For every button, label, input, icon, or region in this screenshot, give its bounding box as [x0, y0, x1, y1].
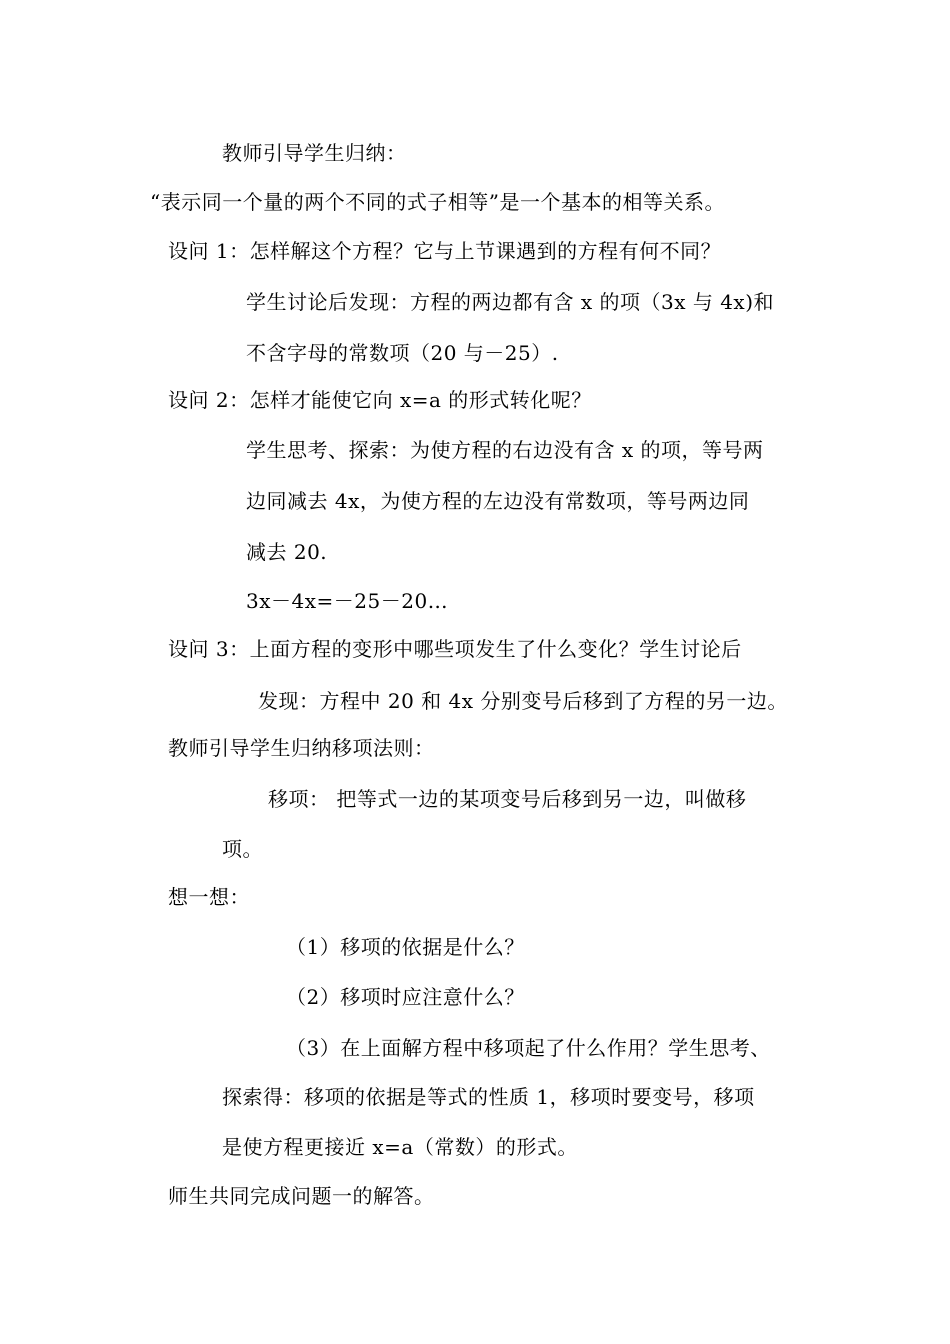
text-line: 设问 1：怎样解这个方程？它与上节课遇到的方程有何不同？ — [168, 239, 722, 263]
text-line: 教师引导学生归纳移项法则： — [168, 736, 435, 760]
text-line: 边同减去 4x，为使方程的左边没有常数项，等号两边同 — [246, 489, 750, 513]
text-line: 学生讨论后发现：方程的两边都有含 x 的项（3x 与 4x)和 — [246, 290, 775, 314]
text-line: 学生思考、探索：为使方程的右边没有含 x 的项，等号两 — [246, 438, 764, 462]
text-line: 不含字母的常数项（20 与－25）. — [246, 341, 559, 365]
text-line: 3x－4x=－25－20… — [246, 589, 449, 613]
text-line: 减去 20. — [246, 540, 328, 564]
text-line: 探索得：移项的依据是等式的性质 1，移项时要变号，移项 — [222, 1085, 755, 1109]
text-line: 师生共同完成问题一的解答。 — [168, 1184, 435, 1208]
text-line: 移项： 把等式一边的某项变号后移到另一边，叫做移 — [268, 787, 747, 811]
text-line: 项。 — [222, 837, 263, 861]
text-line: 设问 2：怎样才能使它向 x=a 的形式转化呢？ — [168, 388, 592, 412]
text-line: （3）在上面解方程中移项起了什么作用？学生思考、 — [286, 1036, 771, 1060]
text-line: 教师引导学生归纳： — [222, 141, 407, 165]
text-line: 想一想： — [168, 885, 250, 909]
text-line: 发现：方程中 20 和 4x 分别变号后移到了方程的另一边。 — [258, 689, 788, 713]
text-line: 是使方程更接近 x=a（常数）的形式。 — [222, 1135, 578, 1159]
text-line: “表示同一个量的两个不同的式子相等”是一个基本的相等关系。 — [150, 190, 725, 214]
text-line: （1）移项的依据是什么？ — [286, 935, 525, 959]
text-line: 设问 3：上面方程的变形中哪些项发生了什么变化？学生讨论后 — [168, 637, 742, 661]
text-line: （2）移项时应注意什么？ — [286, 985, 525, 1009]
